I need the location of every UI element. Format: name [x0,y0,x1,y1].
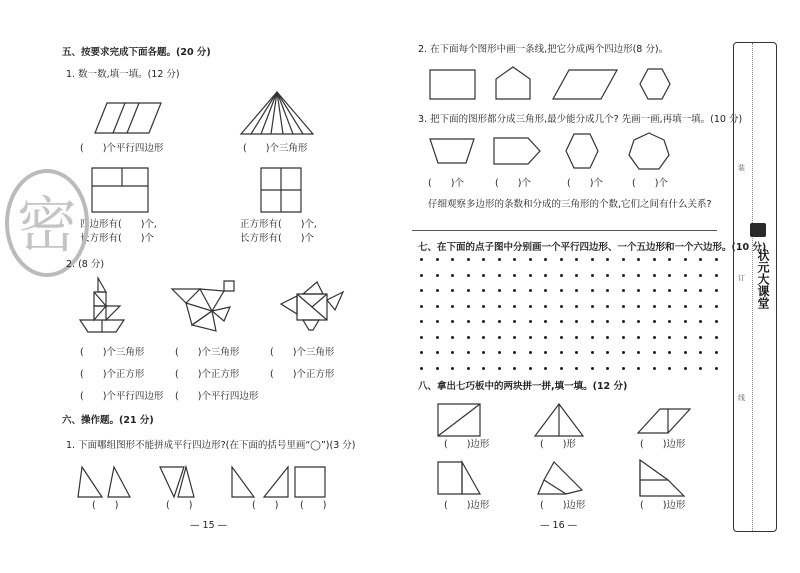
triangle-fan-figure [241,92,313,134]
grid-dot [699,320,702,323]
grid-dot [482,351,485,354]
stamp-char: 密 [17,191,77,261]
grid-dot [637,367,640,370]
grid-dot [591,258,594,261]
grid-dot [544,320,547,323]
bird-squares: ( )个正方形 [175,369,240,380]
grid-dot [591,305,594,308]
grid-dot [513,274,516,277]
grid-dot [482,258,485,261]
grid-dot [668,367,671,370]
grid-dot [482,274,485,277]
grid-dot [715,289,718,292]
question-2-title: 2. (8 分) [66,259,105,270]
grid-dot [529,367,532,370]
heptagon-shape [629,133,669,169]
grid-dot [529,258,532,261]
grid-dot [467,258,470,261]
grid-dot [513,351,516,354]
rectangles-figure [92,168,148,212]
grid-dot [420,367,423,370]
grid-dot [467,367,470,370]
grid-dot [436,367,439,370]
option-d-figure [295,467,325,497]
grid-dot [451,367,454,370]
brand-logo-icon [750,223,766,237]
rectangles-line1: 四边形有( )个, [80,219,157,230]
squares-line1: 正方形有( )个, [240,219,317,230]
grid-dot [420,289,423,292]
grid-dot [560,305,563,308]
grid-dot [637,258,640,261]
bird-triangles: ( )个三角形 [175,347,240,358]
grid-dot [498,367,501,370]
grid-dot [436,258,439,261]
grid-dot [467,320,470,323]
option-a-figure [78,467,130,497]
grid-dot [668,336,671,339]
grid-dot [498,351,501,354]
section-8-title: 八、拿出七巧板中的两块拼一拼,填一填。(12 分) [418,381,628,392]
grid-dot [668,258,671,261]
grid-dot [436,289,439,292]
grid-dot [684,320,687,323]
grid-dot [606,367,609,370]
tangram-bird-figure [172,281,238,331]
grid-dot [637,351,640,354]
teapot-squares: ( )个正方形 [270,369,335,380]
grid-dot [653,351,656,354]
pair-1-figure [438,404,480,436]
grid-dot [606,274,609,277]
grid-dot [420,320,423,323]
squares-figure [261,168,301,212]
grid-dot [653,258,656,261]
grid-dot [560,336,563,339]
arrow-pentagon-shape [494,138,540,164]
grid-dot [498,289,501,292]
brand-title: 状元大课堂 [756,249,770,309]
sidebar-mark-2: 订 [738,274,745,282]
boat-squares: ( )个正方形 [80,369,145,380]
grid-dot [715,305,718,308]
grid-dot [575,274,578,277]
grid-dot [606,289,609,292]
grid-dot [498,274,501,277]
count-pentagon: ( )个 [495,178,531,189]
grid-dot [436,351,439,354]
grid-dot [606,351,609,354]
boat-triangles: ( )个三角形 [80,347,145,358]
grid-dot [482,289,485,292]
grid-dot [699,258,702,261]
grid-dot [420,274,423,277]
grid-dot [575,289,578,292]
grid-dot [668,274,671,277]
grid-dot [467,351,470,354]
pair-4-answer: ( )边形 [444,500,490,511]
pair-4-figure [438,462,480,494]
grid-dot [606,258,609,261]
grid-dot [622,367,625,370]
grid-dot [622,258,625,261]
grid-dot [529,274,532,277]
grid-dot [451,336,454,339]
hexagon-shape-2 [566,134,598,168]
grid-dot [529,336,532,339]
binding-sidebar [733,42,777,532]
grid-dot [622,351,625,354]
grid-dot [606,320,609,323]
grid-dot [606,336,609,339]
grid-dot [684,336,687,339]
grid-dot [451,274,454,277]
grid-dot [560,320,563,323]
grid-dot [606,305,609,308]
operation-question-1: 1. 下面哪组图形不能拼成平行四边形?(在下面的括号里画“◯”)(3 分) [66,440,356,451]
grid-dot [544,274,547,277]
grid-dot [668,305,671,308]
grid-dot [513,367,516,370]
grid-dot [699,289,702,292]
grid-dot [653,289,656,292]
sidebar-mark-1: 装 [738,164,745,172]
option-b-answer: ( ) [166,500,193,511]
grid-dot [699,351,702,354]
count-hexagon: ( )个 [567,178,603,189]
grid-dot [482,305,485,308]
page-number-right: — 16 — [540,520,578,531]
grid-dot [575,258,578,261]
grid-dot [684,258,687,261]
grid-dot [498,336,501,339]
grid-dot [544,336,547,339]
grid-dot [513,336,516,339]
grid-dot [575,305,578,308]
squares-line2: 长方形有( )个 [240,233,314,244]
parallelogram-count-label: ( )个平行四边形 [80,143,164,154]
grid-dot [529,305,532,308]
grid-dot [420,336,423,339]
grid-dot [451,258,454,261]
grid-dot [513,289,516,292]
grid-dot [699,336,702,339]
tangram-teapot-figure [279,282,343,330]
trapezoid-shape [430,139,474,163]
grid-dot [715,258,718,261]
grid-dot [591,289,594,292]
grid-dot [637,336,640,339]
divider-line [412,230,717,231]
grid-dot [591,351,594,354]
grid-dot [498,305,501,308]
pair-6-answer: ( )边形 [640,500,686,511]
grid-dot [544,258,547,261]
grid-dot [684,289,687,292]
count-heptagon: ( )个 [632,178,668,189]
grid-dot [622,274,625,277]
section-7-title: 七、在下面的点子图中分别画一个平行四边形、一个五边形和一个六边形。(10 分) [418,242,767,253]
grid-dot [482,367,485,370]
right-question-2: 2. 在下面每个图形中画一条线,把它分成两个四边形(8 分)。 [418,44,669,55]
grid-dot [560,289,563,292]
right-question-3: 3. 把下面的图形都分成三角形,最少能分成几个? 先画一画,再填一填。(10 分) [418,114,743,125]
option-d-answer: ( ) [300,500,327,511]
pair-1-answer: ( )边形 [444,439,490,450]
grid-dot [684,351,687,354]
grid-dot [482,320,485,323]
hexagon-shape [640,69,670,99]
grid-dot [436,336,439,339]
grid-dot [482,336,485,339]
bird-parallelograms: ( )个平行四边形 [175,391,259,402]
option-b-figure [160,467,200,497]
grid-dot [622,305,625,308]
grid-dot [467,336,470,339]
section-5-title: 五、按要求完成下面各题。(20 分) [62,47,211,58]
grid-dot [653,367,656,370]
grid-dot [622,289,625,292]
pair-2-answer: ( )形 [540,439,576,450]
grid-dot [544,367,547,370]
grid-dot [653,305,656,308]
grid-dot [653,336,656,339]
grid-dot [560,274,563,277]
grid-dot [436,320,439,323]
pair-2-figure [535,404,583,436]
count-trapezoid: ( )个 [428,178,464,189]
grid-dot [637,289,640,292]
grid-dot [684,305,687,308]
pair-6-figure [640,460,684,496]
grid-dot [622,336,625,339]
grid-dot [715,367,718,370]
triangle-count-label: ( )个三角形 [243,143,308,154]
pair-3-figure [638,409,690,433]
rectangle-shape [430,70,475,99]
grid-dot [498,320,501,323]
grid-dot [591,336,594,339]
observe-question: 仔细观察多边形的条数和分成的三角形的个数,它们之间有什么关系? [428,199,712,210]
grid-dot [715,336,718,339]
tangram-boat-figure [80,278,124,332]
page-number-left: — 15 — [190,520,228,531]
grid-dot [622,320,625,323]
grid-dot [420,351,423,354]
grid-dot [451,320,454,323]
grid-dot [529,289,532,292]
option-a-answer: ( ) [92,500,119,511]
parallelogram-shape [553,70,617,99]
grid-dot [451,351,454,354]
grid-dot [467,274,470,277]
grid-dot [715,274,718,277]
pair-5-answer: ( )边形 [540,500,586,511]
grid-dot [653,274,656,277]
grid-dot [637,320,640,323]
sidebar-mark-3: 线 [738,394,745,402]
rectangles-line2: 长方形有( )个 [80,233,154,244]
grid-dot [513,305,516,308]
grid-dot [436,305,439,308]
grid-dot [591,274,594,277]
grid-dot [591,320,594,323]
grid-dot [715,320,718,323]
boat-parallelograms: ( )个平行四边形 [80,391,164,402]
grid-dot [637,274,640,277]
grid-dot [699,274,702,277]
grid-dot [529,351,532,354]
grid-dot [575,351,578,354]
grid-dot [684,274,687,277]
grid-dot [560,258,563,261]
grid-dot [668,351,671,354]
grid-dot [513,320,516,323]
grid-dot [451,305,454,308]
grid-dot [544,351,547,354]
grid-dot [715,351,718,354]
grid-dot [684,367,687,370]
grid-dot [699,367,702,370]
grid-dot [436,274,439,277]
grid-dot [575,336,578,339]
grid-dot [544,289,547,292]
grid-dot [513,258,516,261]
pair-3-answer: ( )边形 [640,439,686,450]
grid-dot [591,367,594,370]
grid-dot [653,320,656,323]
grid-dot [575,367,578,370]
teapot-triangles: ( )个三角形 [270,347,335,358]
grid-dot [467,305,470,308]
grid-dot [668,320,671,323]
grid-dot [451,289,454,292]
grid-dot [637,305,640,308]
question-1-title: 1. 数一数,填一填。(12 分) [66,69,180,80]
parallelogram-figure [95,103,161,133]
grid-dot [498,258,501,261]
grid-dot [560,351,563,354]
grid-dot [560,367,563,370]
grid-dot [699,305,702,308]
grid-dot [575,320,578,323]
pair-5-figure [538,462,582,494]
grid-dot [467,289,470,292]
grid-dot [420,258,423,261]
pentagon-house-shape [496,67,530,99]
option-c-answer: ( ) [252,500,279,511]
grid-dot [529,320,532,323]
section-6-title: 六、操作题。(21 分) [62,415,154,426]
grid-dot [668,289,671,292]
grid-dot [544,305,547,308]
option-c-figure [232,467,288,497]
dot-grid [420,258,720,376]
grid-dot [420,305,423,308]
